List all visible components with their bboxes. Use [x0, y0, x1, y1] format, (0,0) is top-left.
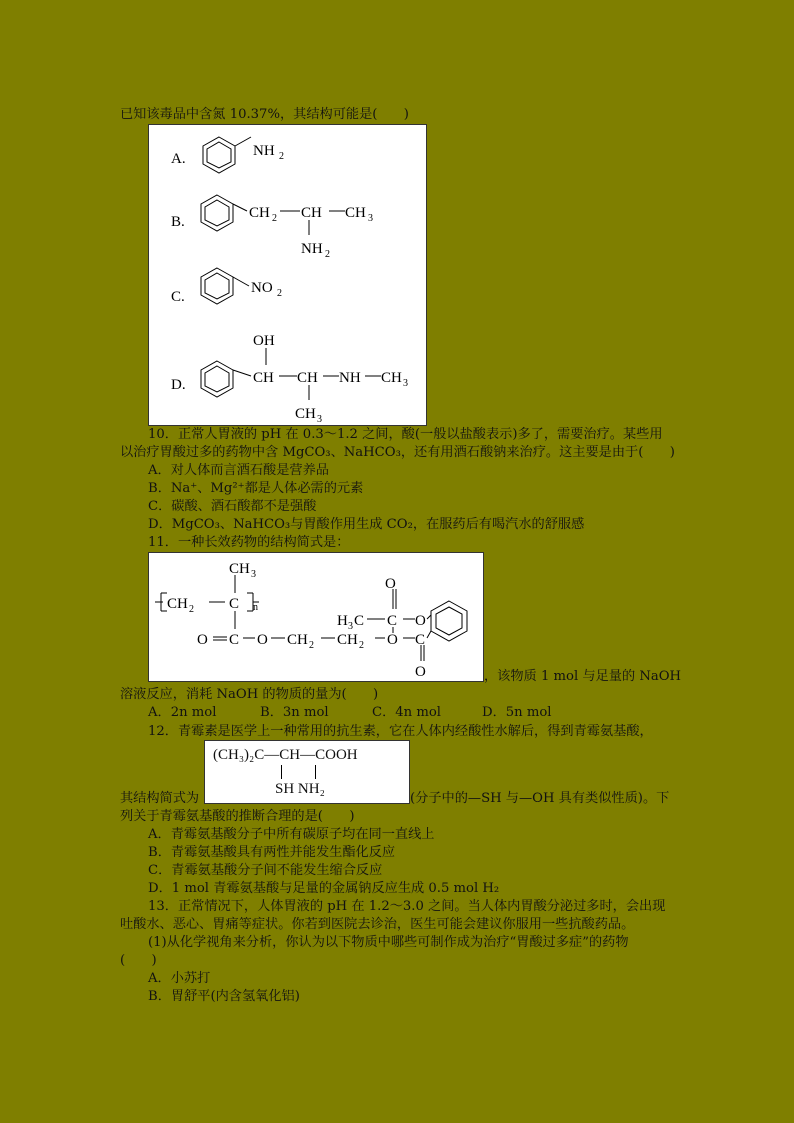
q11-option-a: A．2n mol: [148, 705, 217, 720]
q10-option-b: B．Na⁺、Mg²⁺都是人体必需的元素: [148, 481, 364, 496]
q9-b-nh2-sub: 2: [325, 249, 330, 260]
q9-b-ch2-sub: 2: [272, 213, 277, 224]
q9-b-nh2: NH: [301, 241, 323, 257]
q12-formula-top: (CH₃)₂C—CH—COOH: [213, 747, 358, 763]
q11-c5: C: [415, 632, 426, 648]
q12-formula-bottom: SH NH₂: [275, 781, 325, 797]
benzene-ring-icon: [201, 268, 249, 304]
q11-c3: C: [354, 613, 365, 629]
q12-option-c: C．青霉氨基酸分子间不能发生缩合反应: [148, 863, 383, 878]
q12-option-d: D．1 mol 青霉氨基酸与足量的金属钠反应生成 0.5 mol H₂: [148, 881, 500, 896]
q9-d-nh: NH: [339, 370, 361, 386]
q9-b-ch2: CH: [249, 205, 270, 221]
q9-c-no2-sub: 2: [277, 288, 282, 299]
q9-d-ch3: CH: [381, 370, 402, 386]
q11-option-d: D．5n mol: [482, 705, 552, 720]
q9-d-ch2: CH: [297, 370, 318, 386]
q13-option-b: B．胃舒平(内含氢氧化铝): [148, 989, 300, 1004]
q11-ch2c: CH: [337, 632, 358, 648]
q11-o-eq: O: [197, 632, 208, 648]
q9-d-ch3b: CH: [295, 406, 316, 422]
q11-stem-line2: 溶液反应，消耗 NaOH 的物质的量为( ): [120, 687, 379, 702]
q11-c4: C: [387, 613, 398, 629]
benzene-ring-icon: [203, 137, 251, 173]
q12-stem-after: (分子中的—SH 与—OH 具有类似性质)。下: [410, 791, 670, 806]
q10-option-d: D．MgCO₃、NaHCO₃与胃酸作用生成 CO₂，在服药后有喝汽水的舒服感: [148, 517, 585, 532]
q12-option-b: B．青霉氨基酸具有两性并能发生酯化反应: [148, 845, 396, 860]
q12-formula-figure: [204, 740, 410, 804]
q12-bond-1: [281, 765, 282, 779]
q11-n: n: [253, 602, 258, 613]
q9-a-nh2-sub: 2: [279, 151, 284, 162]
q12-stem-line3: 列关于青霉氨基酸的推断合理的是( ): [120, 809, 355, 824]
q12-option-a: A．青霉氨基酸分子中所有碳原子均在同一直线上: [148, 827, 435, 842]
q11-ch2: CH: [167, 596, 188, 612]
q10-option-c: C．碳酸、酒石酸都不是强酸: [148, 499, 317, 514]
q13-sub-2: ( ): [120, 953, 157, 968]
q11-o-bot: O: [415, 664, 426, 680]
q11-o: O: [257, 632, 268, 648]
q11-ch3: CH: [229, 561, 250, 577]
q9-a-nh2: NH: [253, 143, 275, 159]
q9-b-ch3-sub: 3: [368, 213, 373, 224]
q9-b-ch3: CH: [345, 205, 366, 221]
q11-option-b: B．3n mol: [260, 705, 329, 720]
q11-h3c: H: [337, 613, 348, 629]
q12-stem-before: 其结构简式为: [120, 791, 200, 806]
q10-option-a: A．对人体而言酒石酸是营养品: [148, 463, 329, 478]
q12-bond-2: [315, 765, 316, 779]
q12-stem: 12．青霉素是医学上一种常用的抗生素，它在人体内经酸性水解后，得到青霉氨基酸，: [148, 724, 653, 739]
q11-structure-figure: [148, 552, 484, 682]
q9-option-c-label: C.: [171, 289, 185, 305]
q9-stem: 已知该毒品中含氮 10.37%，其结构可能是( ): [120, 107, 409, 122]
q11-ch3-sub: 3: [251, 569, 256, 580]
q11-stem: 11．一种长效药物的结构简式是：: [148, 535, 350, 550]
q13-stem-1: 13．正常情况下，人体胃液的 pH 在 1.2～3.0 之间。当人体内胃酸分泌过多时，会出现: [148, 899, 666, 914]
q13-option-a: A．小苏打: [148, 971, 211, 986]
q11-ch2c-sub: 2: [359, 640, 364, 651]
q11-ch2b-sub: 2: [309, 640, 314, 651]
q9-option-b-label: B.: [171, 214, 185, 230]
benzene-ring-icon: [431, 601, 467, 641]
q9-d-oh: OH: [253, 333, 275, 349]
q9-c-no2: NO: [251, 280, 273, 296]
q11-c: C: [229, 596, 240, 612]
q9-b-ch: CH: [301, 205, 322, 221]
q11-o-top: O: [385, 576, 396, 592]
q10-stem-1: 10．正常人胃液的 pH 在 0.3～1.2 之间，酸(一般以盐酸表示)多了，需要治疗。某些用: [148, 427, 663, 442]
q9-d-ch3b-sub: 3: [317, 414, 322, 425]
q11-o3: O: [415, 613, 426, 629]
q9-option-d-label: D.: [171, 377, 186, 393]
q11-h3c-sub: 3: [348, 621, 353, 632]
q9-option-a-label: A.: [171, 151, 186, 167]
q9-d-ch1: CH: [253, 370, 274, 386]
q9-structures-figure: [148, 124, 427, 426]
q11-o2: O: [387, 632, 398, 648]
q11-option-c: C．4n mol: [372, 705, 442, 720]
q13-stem-2: 吐酸水、恶心、胃痛等症状。你若到医院去诊治，医生可能会建议你服用一些抗酸药品。: [120, 917, 635, 932]
q13-sub-1: (1)从化学视角来分析，你认为以下物质中哪些可制作成为治疗“胃酸过多症”的药物: [148, 935, 629, 950]
q10-stem-2: 以治疗胃酸过多的药物中含 MgCO₃、NaHCO₃，还有用酒石酸钠来治疗。这主要是由于( ): [120, 445, 675, 460]
q11-c2: C: [229, 632, 240, 648]
q11-ch2b: CH: [287, 632, 308, 648]
q11-stem-after: ，该物质 1 mol 与足量的 NaOH: [484, 669, 682, 684]
q9-d-ch3-sub: 3: [403, 378, 408, 389]
q11-ch2-sub: 2: [189, 604, 194, 615]
